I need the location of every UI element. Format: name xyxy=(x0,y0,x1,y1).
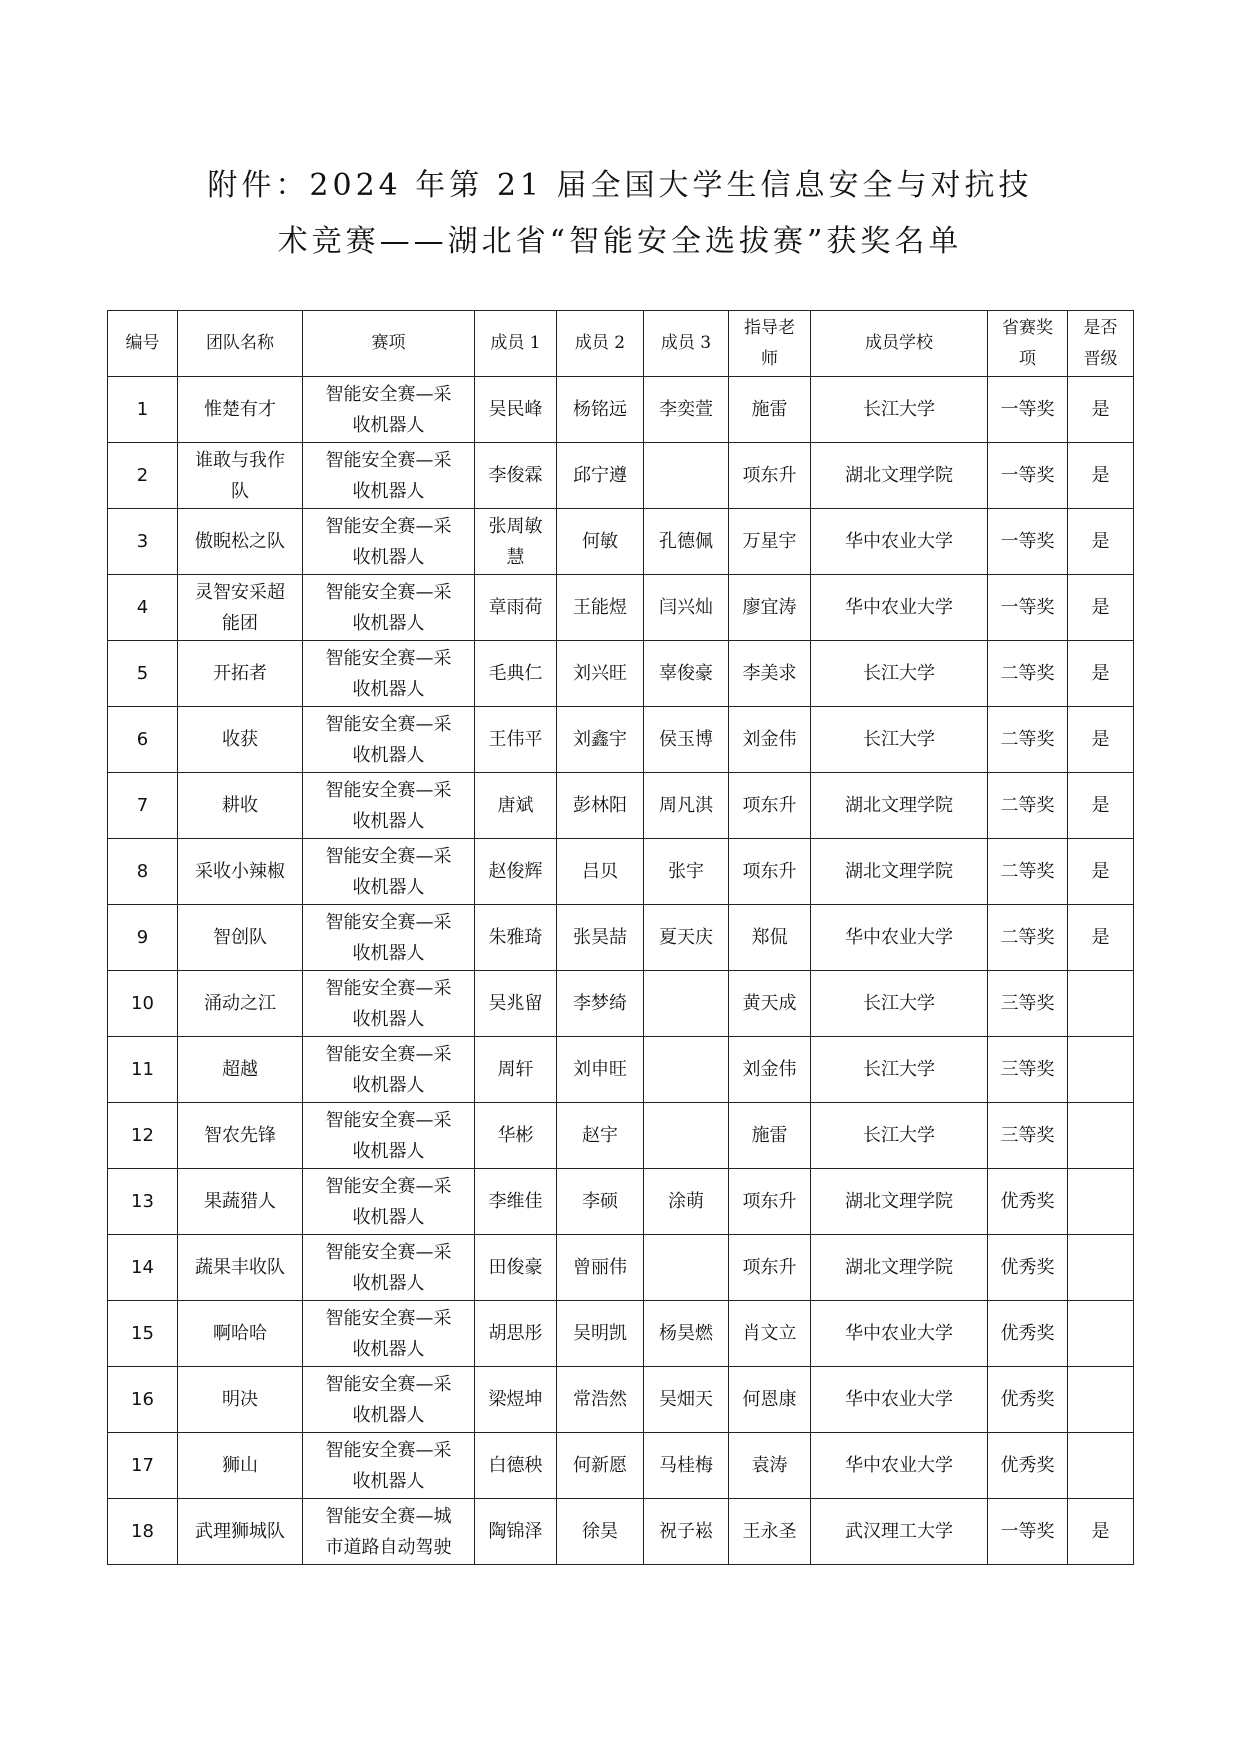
cell-no: 17 xyxy=(108,1433,178,1499)
table-row xyxy=(108,443,1134,509)
cell-member-2: 赵宇 xyxy=(557,1103,644,1169)
cell-member-1: 唐斌 xyxy=(475,773,557,839)
cell-member-3: 辜俊豪 xyxy=(644,641,729,707)
cell-award: 优秀奖 xyxy=(988,1301,1068,1367)
cell-member-3 xyxy=(644,1103,729,1169)
cell-member-1: 胡思彤 xyxy=(475,1301,557,1367)
cell-school: 湖北文理学院 xyxy=(811,1169,988,1235)
cell-school: 华中农业大学 xyxy=(811,509,988,575)
cell-member-1: 吴民峰 xyxy=(475,377,557,443)
cell-member-3: 马桂梅 xyxy=(644,1433,729,1499)
cell-member-3: 杨昊燃 xyxy=(644,1301,729,1367)
header-member-3: 成员 3 xyxy=(644,311,729,377)
cell-advisor: 刘金伟 xyxy=(729,1037,811,1103)
cell-award: 三等奖 xyxy=(988,1103,1068,1169)
cell-member-1: 李维佳 xyxy=(475,1169,557,1235)
cell-advisor: 项东升 xyxy=(729,1169,811,1235)
award-table xyxy=(107,310,1134,1565)
cell-member-2: 张昊喆 xyxy=(557,905,644,971)
cell-member-1: 华彬 xyxy=(475,1103,557,1169)
cell-no: 7 xyxy=(108,773,178,839)
cell-member-2: 常浩然 xyxy=(557,1367,644,1433)
cell-advance xyxy=(1068,1235,1134,1301)
table-row xyxy=(108,1037,1134,1103)
cell-member-3: 夏天庆 xyxy=(644,905,729,971)
cell-member-2: 何新愿 xyxy=(557,1433,644,1499)
cell-school: 湖北文理学院 xyxy=(811,773,988,839)
cell-member-3 xyxy=(644,1235,729,1301)
table-row xyxy=(108,1301,1134,1367)
cell-member-3 xyxy=(644,443,729,509)
cell-advance xyxy=(1068,1433,1134,1499)
cell-award: 二等奖 xyxy=(988,905,1068,971)
cell-member-2: 吕贝 xyxy=(557,839,644,905)
cell-no: 3 xyxy=(108,509,178,575)
cell-member-3: 张宇 xyxy=(644,839,729,905)
cell-member-2: 何敏 xyxy=(557,509,644,575)
cell-advance: 是 xyxy=(1068,443,1134,509)
table-row xyxy=(108,905,1134,971)
cell-team: 果蔬猎人 xyxy=(178,1169,303,1235)
cell-member-2: 邱宁遵 xyxy=(557,443,644,509)
cell-event: 智能安全赛—采 收机器人 xyxy=(303,575,475,641)
cell-member-2: 李硕 xyxy=(557,1169,644,1235)
cell-event: 智能安全赛—城 市道路自动驾驶 xyxy=(303,1499,475,1565)
cell-advance: 是 xyxy=(1068,641,1134,707)
cell-event: 智能安全赛—采 收机器人 xyxy=(303,443,475,509)
cell-member-2: 刘申旺 xyxy=(557,1037,644,1103)
table-row xyxy=(108,575,1134,641)
cell-award: 三等奖 xyxy=(988,1037,1068,1103)
cell-event: 智能安全赛—采 收机器人 xyxy=(303,377,475,443)
cell-award: 优秀奖 xyxy=(988,1367,1068,1433)
cell-event: 智能安全赛—采 收机器人 xyxy=(303,1037,475,1103)
header-team: 团队名称 xyxy=(178,311,303,377)
cell-school: 华中农业大学 xyxy=(811,1367,988,1433)
cell-team: 灵智安采超 能团 xyxy=(178,575,303,641)
cell-team: 惟楚有才 xyxy=(178,377,303,443)
cell-school: 华中农业大学 xyxy=(811,1301,988,1367)
cell-no: 11 xyxy=(108,1037,178,1103)
table-body xyxy=(108,377,1134,1565)
cell-award: 一等奖 xyxy=(988,1499,1068,1565)
cell-school: 长江大学 xyxy=(811,377,988,443)
cell-member-2: 彭林阳 xyxy=(557,773,644,839)
cell-team: 武理狮城队 xyxy=(178,1499,303,1565)
cell-member-3: 侯玉博 xyxy=(644,707,729,773)
cell-award: 一等奖 xyxy=(988,575,1068,641)
cell-school: 华中农业大学 xyxy=(811,575,988,641)
cell-event: 智能安全赛—采 收机器人 xyxy=(303,1433,475,1499)
cell-no: 2 xyxy=(108,443,178,509)
cell-no: 13 xyxy=(108,1169,178,1235)
cell-award: 一等奖 xyxy=(988,377,1068,443)
title-line-1: 附件：2024 年第 21 届全国大学生信息安全与对抗技 xyxy=(207,168,1033,203)
table-row xyxy=(108,707,1134,773)
header-advance: 是否 晋级 xyxy=(1068,311,1134,377)
cell-award: 优秀奖 xyxy=(988,1433,1068,1499)
cell-advisor: 项东升 xyxy=(729,839,811,905)
cell-advance xyxy=(1068,1301,1134,1367)
cell-advisor: 袁涛 xyxy=(729,1433,811,1499)
cell-team: 采收小辣椒 xyxy=(178,839,303,905)
cell-no: 6 xyxy=(108,707,178,773)
cell-event: 智能安全赛—采 收机器人 xyxy=(303,509,475,575)
cell-advisor: 项东升 xyxy=(729,1235,811,1301)
cell-advisor: 项东升 xyxy=(729,443,811,509)
cell-member-3: 闫兴灿 xyxy=(644,575,729,641)
cell-advance: 是 xyxy=(1068,707,1134,773)
cell-school: 长江大学 xyxy=(811,1037,988,1103)
cell-award: 三等奖 xyxy=(988,971,1068,1037)
cell-school: 湖北文理学院 xyxy=(811,443,988,509)
cell-member-3: 吴畑天 xyxy=(644,1367,729,1433)
cell-member-3: 涂萌 xyxy=(644,1169,729,1235)
cell-member-2: 曾丽伟 xyxy=(557,1235,644,1301)
cell-award: 二等奖 xyxy=(988,641,1068,707)
cell-advisor: 李美求 xyxy=(729,641,811,707)
cell-event: 智能安全赛—采 收机器人 xyxy=(303,641,475,707)
cell-team: 蔬果丰收队 xyxy=(178,1235,303,1301)
cell-advance: 是 xyxy=(1068,773,1134,839)
table-row xyxy=(108,1367,1134,1433)
cell-member-3: 李奕萱 xyxy=(644,377,729,443)
table-row xyxy=(108,971,1134,1037)
cell-advance: 是 xyxy=(1068,839,1134,905)
cell-advance: 是 xyxy=(1068,575,1134,641)
cell-member-1: 赵俊辉 xyxy=(475,839,557,905)
header-advisor: 指导老 师 xyxy=(729,311,811,377)
cell-team: 智农先锋 xyxy=(178,1103,303,1169)
cell-advisor: 王永圣 xyxy=(729,1499,811,1565)
cell-school: 长江大学 xyxy=(811,707,988,773)
cell-member-1: 田俊豪 xyxy=(475,1235,557,1301)
cell-event: 智能安全赛—采 收机器人 xyxy=(303,1367,475,1433)
cell-no: 14 xyxy=(108,1235,178,1301)
cell-member-1: 王伟平 xyxy=(475,707,557,773)
cell-advisor: 肖文立 xyxy=(729,1301,811,1367)
cell-advance: 是 xyxy=(1068,377,1134,443)
table-row xyxy=(108,641,1134,707)
table-row xyxy=(108,1169,1134,1235)
cell-school: 华中农业大学 xyxy=(811,905,988,971)
cell-member-2: 徐昊 xyxy=(557,1499,644,1565)
table-row xyxy=(108,773,1134,839)
cell-advance xyxy=(1068,971,1134,1037)
cell-member-3 xyxy=(644,1037,729,1103)
cell-event: 智能安全赛—采 收机器人 xyxy=(303,1235,475,1301)
cell-team: 傲睨松之队 xyxy=(178,509,303,575)
cell-team: 耕收 xyxy=(178,773,303,839)
cell-award: 二等奖 xyxy=(988,773,1068,839)
header-event: 赛项 xyxy=(303,311,475,377)
cell-advance xyxy=(1068,1367,1134,1433)
cell-team: 啊哈哈 xyxy=(178,1301,303,1367)
title-line-2: 术竞赛——湖北省“智能安全选拔赛”获奖名单 xyxy=(277,224,963,259)
cell-school: 武汉理工大学 xyxy=(811,1499,988,1565)
cell-member-1: 朱雅琦 xyxy=(475,905,557,971)
cell-advance xyxy=(1068,1169,1134,1235)
cell-event: 智能安全赛—采 收机器人 xyxy=(303,1301,475,1367)
cell-member-1: 周轩 xyxy=(475,1037,557,1103)
cell-member-1: 章雨荷 xyxy=(475,575,557,641)
cell-no: 15 xyxy=(108,1301,178,1367)
table-row xyxy=(108,1499,1134,1565)
cell-member-3 xyxy=(644,971,729,1037)
cell-no: 8 xyxy=(108,839,178,905)
cell-award: 一等奖 xyxy=(988,509,1068,575)
document-title xyxy=(0,158,1240,270)
cell-advisor: 项东升 xyxy=(729,773,811,839)
cell-team: 明决 xyxy=(178,1367,303,1433)
header-school: 成员学校 xyxy=(811,311,988,377)
cell-school: 华中农业大学 xyxy=(811,1433,988,1499)
cell-school: 湖北文理学院 xyxy=(811,839,988,905)
cell-no: 16 xyxy=(108,1367,178,1433)
cell-no: 10 xyxy=(108,971,178,1037)
cell-award: 优秀奖 xyxy=(988,1235,1068,1301)
cell-advisor: 郑侃 xyxy=(729,905,811,971)
cell-member-2: 李梦绮 xyxy=(557,971,644,1037)
cell-advance xyxy=(1068,1037,1134,1103)
cell-member-1: 吴兆留 xyxy=(475,971,557,1037)
cell-advance: 是 xyxy=(1068,1499,1134,1565)
cell-school: 长江大学 xyxy=(811,1103,988,1169)
cell-member-1: 李俊霖 xyxy=(475,443,557,509)
cell-no: 12 xyxy=(108,1103,178,1169)
cell-member-1: 陶锦泽 xyxy=(475,1499,557,1565)
cell-team: 收获 xyxy=(178,707,303,773)
header-member-2: 成员 2 xyxy=(557,311,644,377)
cell-member-2: 刘兴旺 xyxy=(557,641,644,707)
cell-member-2: 刘鑫宇 xyxy=(557,707,644,773)
cell-advance xyxy=(1068,1103,1134,1169)
cell-team: 超越 xyxy=(178,1037,303,1103)
cell-award: 二等奖 xyxy=(988,707,1068,773)
cell-advisor: 廖宜涛 xyxy=(729,575,811,641)
cell-member-3: 孔德佩 xyxy=(644,509,729,575)
cell-member-1: 梁煜坤 xyxy=(475,1367,557,1433)
cell-member-2: 王能煜 xyxy=(557,575,644,641)
cell-no: 9 xyxy=(108,905,178,971)
cell-no: 5 xyxy=(108,641,178,707)
cell-no: 4 xyxy=(108,575,178,641)
cell-advisor: 黄天成 xyxy=(729,971,811,1037)
cell-award: 一等奖 xyxy=(988,443,1068,509)
table-header-row xyxy=(108,311,1134,377)
cell-award: 二等奖 xyxy=(988,839,1068,905)
cell-advance: 是 xyxy=(1068,509,1134,575)
cell-school: 长江大学 xyxy=(811,641,988,707)
header-no: 编号 xyxy=(108,311,178,377)
cell-no: 1 xyxy=(108,377,178,443)
cell-event: 智能安全赛—采 收机器人 xyxy=(303,773,475,839)
cell-member-1: 白德秧 xyxy=(475,1433,557,1499)
cell-event: 智能安全赛—采 收机器人 xyxy=(303,905,475,971)
cell-team: 狮山 xyxy=(178,1433,303,1499)
cell-advisor: 万星宇 xyxy=(729,509,811,575)
header-member-1: 成员 1 xyxy=(475,311,557,377)
table-row xyxy=(108,839,1134,905)
cell-event: 智能安全赛—采 收机器人 xyxy=(303,1169,475,1235)
cell-advance: 是 xyxy=(1068,905,1134,971)
cell-member-2: 吴明凯 xyxy=(557,1301,644,1367)
cell-member-2: 杨铭远 xyxy=(557,377,644,443)
table-row xyxy=(108,1103,1134,1169)
table-row xyxy=(108,1235,1134,1301)
cell-advisor: 施雷 xyxy=(729,377,811,443)
cell-team: 涌动之江 xyxy=(178,971,303,1037)
cell-advisor: 何恩康 xyxy=(729,1367,811,1433)
cell-team: 谁敢与我作 队 xyxy=(178,443,303,509)
cell-event: 智能安全赛—采 收机器人 xyxy=(303,1103,475,1169)
cell-member-3: 祝子崧 xyxy=(644,1499,729,1565)
table-row xyxy=(108,1433,1134,1499)
cell-member-1: 毛典仁 xyxy=(475,641,557,707)
table-row xyxy=(108,509,1134,575)
cell-advisor: 施雷 xyxy=(729,1103,811,1169)
cell-event: 智能安全赛—采 收机器人 xyxy=(303,839,475,905)
cell-member-3: 周凡淇 xyxy=(644,773,729,839)
cell-member-1: 张周敏 慧 xyxy=(475,509,557,575)
cell-event: 智能安全赛—采 收机器人 xyxy=(303,707,475,773)
cell-team: 开拓者 xyxy=(178,641,303,707)
cell-event: 智能安全赛—采 收机器人 xyxy=(303,971,475,1037)
cell-school: 长江大学 xyxy=(811,971,988,1037)
table-row xyxy=(108,377,1134,443)
cell-school: 湖北文理学院 xyxy=(811,1235,988,1301)
cell-award: 优秀奖 xyxy=(988,1169,1068,1235)
cell-team: 智创队 xyxy=(178,905,303,971)
cell-advisor: 刘金伟 xyxy=(729,707,811,773)
header-award: 省赛奖 项 xyxy=(988,311,1068,377)
cell-no: 18 xyxy=(108,1499,178,1565)
